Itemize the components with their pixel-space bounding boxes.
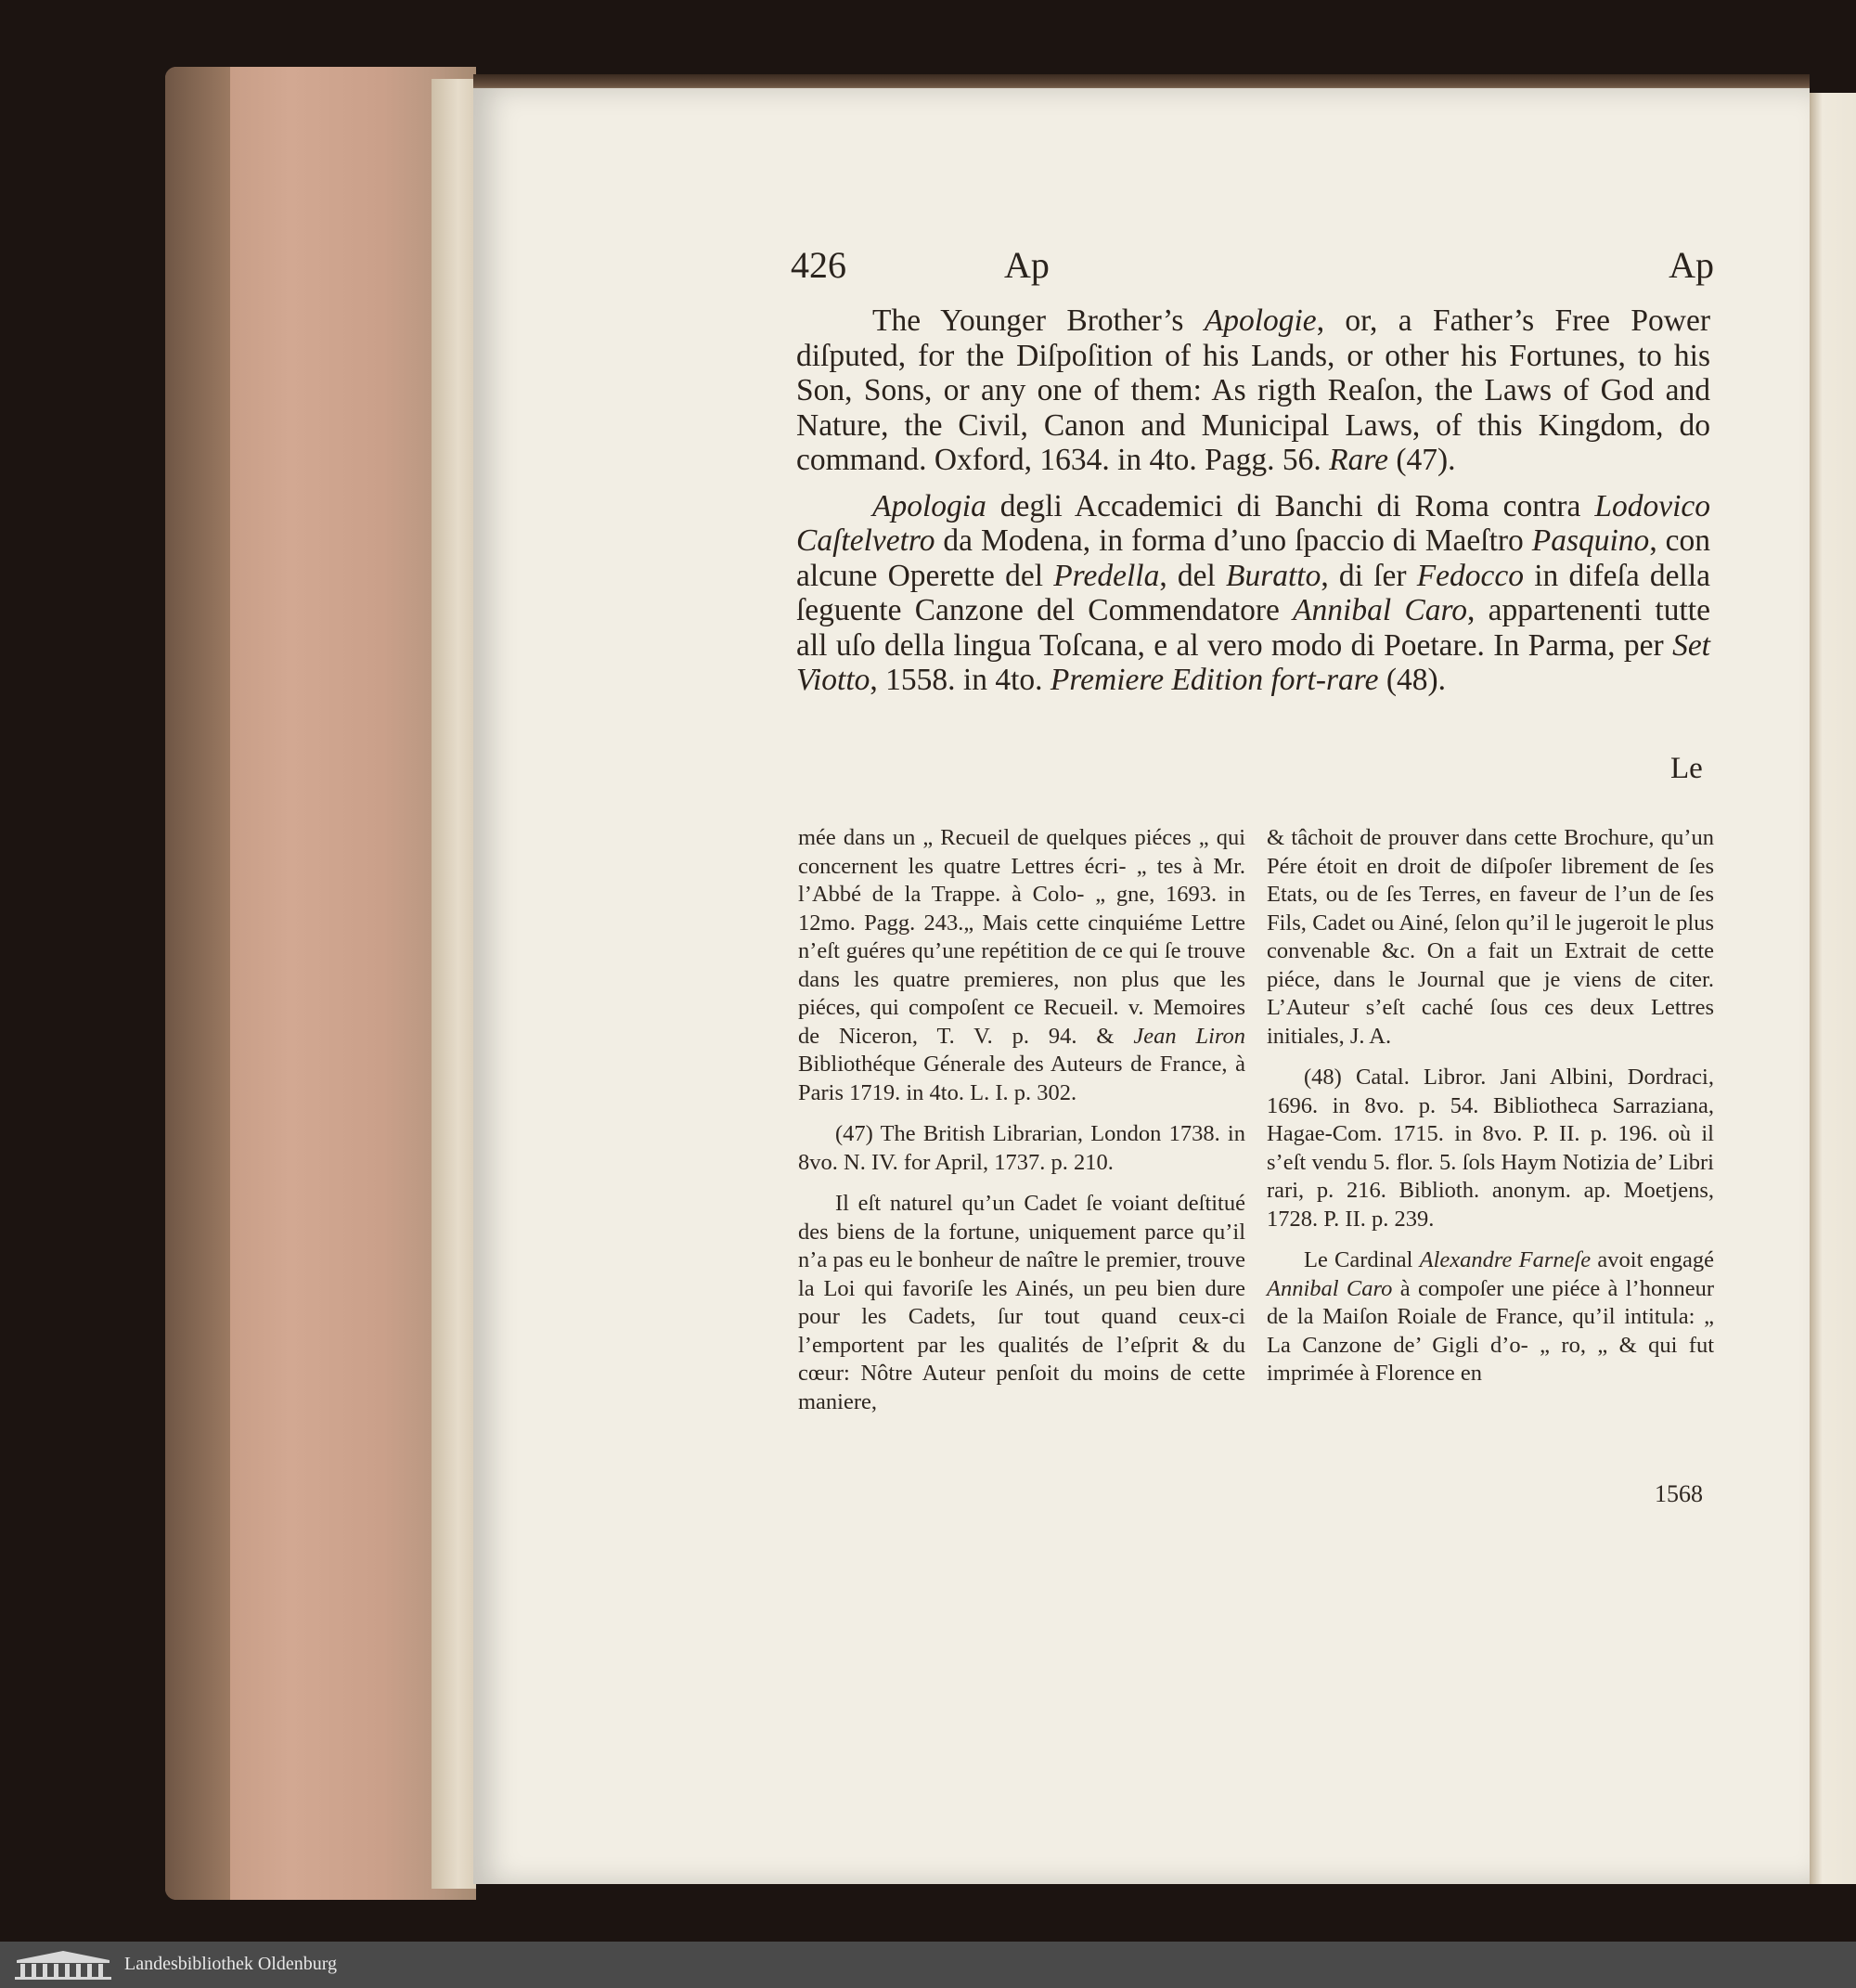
library-name: Landesbibliothek Oldenburg xyxy=(124,1954,338,1974)
right-heading: Ap xyxy=(1669,244,1714,286)
main-entries xyxy=(796,303,1710,709)
page-edges xyxy=(432,79,476,1889)
entry-apologia: Apologia degli Accademici di Banchi di Roma contra Lodovico Caſtelvetro da Modena, in forma d’uno ſpaccio di Maeſtro Pasquino, con alcune Operette del Predella, del Buratto, di ſer Fedocco in difeſa della ſeguente Canzone del Commendatore Annibal Caro, appartenenti tutte all uſo della lingua Toſcana, e al vero modo di Poetare. In Parma, per Set Viotto, 1558. in 4to. Premiere Edition fort-rare (48). xyxy=(796,488,1710,697)
notes-right-column xyxy=(1267,824,1714,1401)
running-head xyxy=(791,243,1714,290)
note-paragraph: mée dans un „ Recueil de quelques piéces „ qui concernent les quatre Lettres écri- „ tes à Mr. l’Abbé de la Trappe. à Colo- „ gne, 1693. in 12mo. Pagg. 243.„ Mais cette cinquiéme Lettre n’eſt guéres qu’une repétition de ce qui ſe trouve dans les quatre premieres, non plus que les piéces, qui compoſent ce Recueil. v. Memoires de Niceron, T. V. p. 94. & Jean Liron Bibliothéque Génerale des Auteurs de France, à Paris 1719. in 4to. L. I. p. 302. xyxy=(798,825,1245,1105)
footnote-47: (47) The British Librarian, London 1738. in 8vo. N. IV. for April, 1737. p. 210. xyxy=(798,1121,1245,1175)
catchword-notes: 1568 xyxy=(1655,1480,1703,1507)
book-page-block xyxy=(165,67,476,1900)
entry-apologie: The Younger Brother’s Apologie, or, a Father’s Free Power diſputed, for the Diſpoſition of his Lands, or other his Fortunes, to his Son, Sons, or any one of them: As rigth Reaſon, the Laws of God and Nature, the Civil, Canon and Municipal Laws, of this Kingdom, do command. Oxford, 1634. in 4to. Pagg. 56. Rare (47). xyxy=(796,303,1710,477)
note-paragraph: Le Cardinal Alexandre Farneſe avoit engagé Annibal Caro à compoſer une piéce à l’honneur de la Maiſon Roiale de France, qu’il intitula: „ La Canzone de’ Gigli d’o- „ ro, „ & qui fut imprimée à Florence en xyxy=(1267,1247,1714,1386)
catchword-main: Le xyxy=(1670,752,1703,785)
note-paragraph: & tâchoit de prouver dans cette Brochure, qu’un Pére étoit en droit de diſpoſer librement de ſes Etats, ou de ſes Terres, en faveur de l’un de ſes Fils, Cadet ou Ainé, ſelon qu’il le jugeroit le plus convenable &c. On a fait un Extrait de cette piéce, dans le Journal que je viens de citer. L’Auteur s’eſt caché ſous ces deux Lettres initiales, J. A. xyxy=(1267,825,1714,1049)
page-number: 426 xyxy=(791,244,846,286)
facing-page-edge xyxy=(1808,93,1856,1884)
notes-left-column xyxy=(798,824,1245,1429)
left-heading: Ap xyxy=(1004,244,1050,286)
footnote-48: (48) Catal. Libror. Jani Albini, Dordraci, 1696. in 8vo. p. 54. Bibliotheca Sarraziana, Hagae-Com. 1715. in 8vo. P. II. p. 196. où il s’eſt vendu 5. flor. 5. ſols Haym Notizia de’ Libri rari, p. 216. Biblioth. anonym. ap. Moetjens, 1728. P. II. p. 239. xyxy=(1267,1065,1714,1232)
note-paragraph: Il eſt naturel qu’un Cadet ſe voiant deſtitué des biens de la fortune, uniquement parce qu’il n’a pas eu le bonheur de naître le premier, trouve la Loi qui favoriſe les Ainés, un peu bien dure pour les Cadets, ſur tout quand ceux-ci l’emportent par les qualités de l’eſprit & du cœur: Nôtre Auteur penſoit du moins de cette maniere, xyxy=(798,1191,1245,1414)
library-building-icon xyxy=(11,1949,115,1981)
footer-bar xyxy=(0,1942,1856,1988)
